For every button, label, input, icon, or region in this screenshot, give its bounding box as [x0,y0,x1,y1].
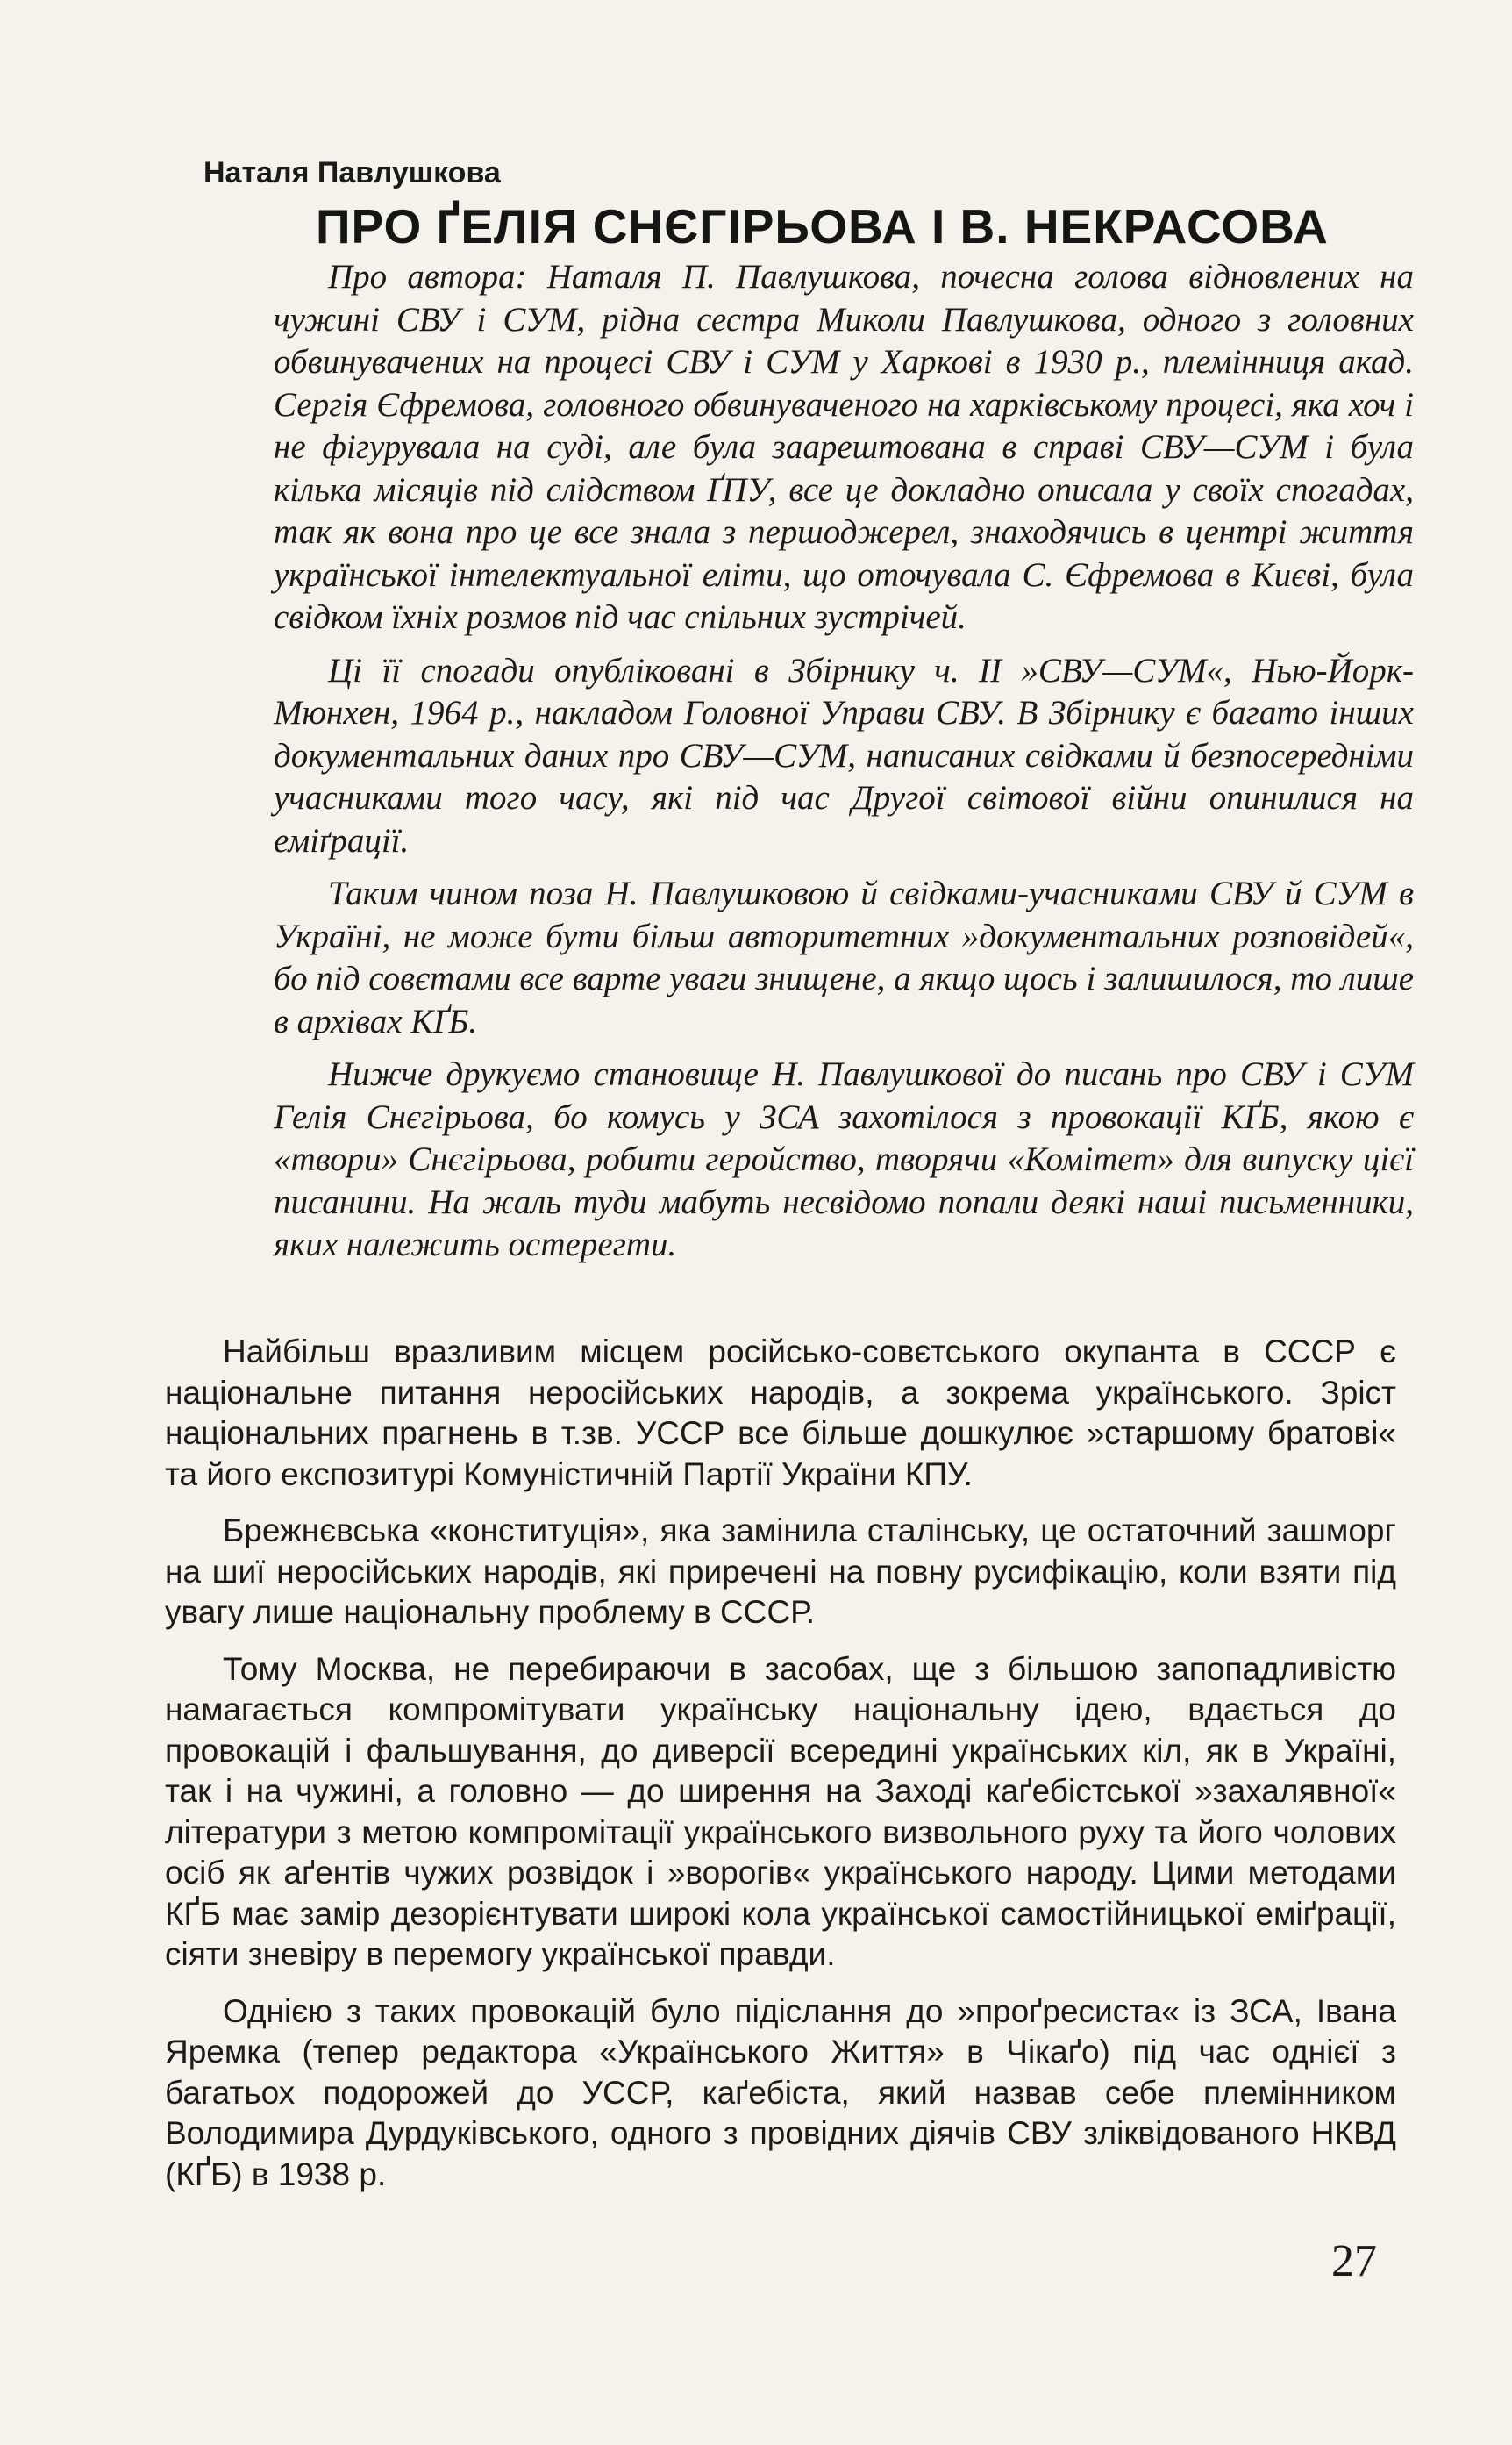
editorial-intro [274,256,1414,1277]
intro-paragraph: Про автора: Наталя П. Павлушкова, почесна голова відновлених на чужині СВУ і СУМ, рідна сестра Миколи Павлушкова, одного з головних обвинувачених на процесі СВУ і СУМ у Харкові в 1930 р., племінниця акад. Сергія Єфремова, головного обвинуваченого на харківському процесі, яка хоч і не фігурувала на суді, але була заарештована в справі СВУ—СУМ і була кілька місяців під слідством ҐПУ, все це докладно описала у своїх спогадах, так як вона про це все знала з першоджерел, знаходячись в центрі життя української інтелектуальної еліти, що оточувала С. Єфремова в Києві, була свідком їхніх розмов під час спільних зустрічей. [274,258,1414,636]
intro-paragraph: Ці її спогади опубліковані в Збірнику ч. II »СВУ—СУМ«, Нью-Йорк-Мюнхен, 1964 р., накладом Головної Управи СВУ. В Збірнику є багато інших документальних даних про СВУ—СУМ, написаних свідками й безпосередніми учасниками того часу, які під час Другої світової війни опинилися на еміґрації. [274,651,1414,860]
body-paragraph: Тому Москва, не перебираючи в засобах, ще з більшою запопадливістю намагається компромітувати українську національну ідею, вдається до провокацій і фальшування, до диверсії всередині українських кіл, як в Україні, так і на чужині, а головно — до ширення на Заході каґебістської »захалявної« літератури з метою компромітації українського визвольного руху та його чолових осіб як аґентів чужих розвідок і »ворогів« українського народу. Цими методами КҐБ має замір дезорієнтувати широкі кола української самостійницької еміґрації, сіяти зневіру в перемогу української правди. [165,1650,1396,1972]
body-paragraph: Найбільш вразливим місцем російсько-совєтського окупанта в СССР є національне питання неросійських народів, а зокрема українського. Зріст національних прагнень в т.зв. УССР все більше дошкулює »старшому братові« та його експозитурі Комуністичній Партії України КПУ. [165,1333,1396,1492]
author-name: Наталя Павлушкова [203,156,501,189]
body-paragraph: Брежнєвська «конституція», яка замінила сталінську, це остаточний зашморг на шиї неросійських народів, які приречені на повну русифікацію, коли взяти під увагу лише національну проблему в СССР. [165,1512,1396,1630]
body-paragraph: Однією з таких провокацій було підіслання до »проґресиста« із ЗСА, Івана Яремка (тепер редактора «Українського Життя» в Чікаґо) під час однієї з багатьох подорожей до УССР, каґебіста, який назвав себе племінником Володимира Дурдуківського, одного з провідних діячів СВУ зліквідованого НКВД (КҐБ) в 1938 р. [165,1992,1396,2192]
article-title: ПРО ҐЕЛІЯ СНЄГІРЬОВА І В. НЕКРАСОВА [316,199,1329,254]
intro-paragraph: Таким чином поза Н. Павлушковою й свідками-учасниками СВУ й СУМ в Україні, не може бути більш авторитетних »документальних розповідей«, бо під совєтами все варте уваги знищене, а якщо щось і залишилося, то лише в архівах КҐБ. [274,875,1414,1040]
intro-paragraph: Нижче друкуємо становище Н. Павлушкової до писань про СВУ і СУМ Гелія Снєгірьова, бо комусь у ЗСА захотілося з провокації КҐБ, якою є «твори» Снєгірьова, робити геройство, творячи «Комітет» для випуску цієї писанини. На жаль туди мабуть несвідомо попали деякі наші письменники, яких належить остерегти. [274,1055,1414,1263]
article-body [165,1332,1396,2211]
page-number: 27 [1331,2236,1377,2286]
